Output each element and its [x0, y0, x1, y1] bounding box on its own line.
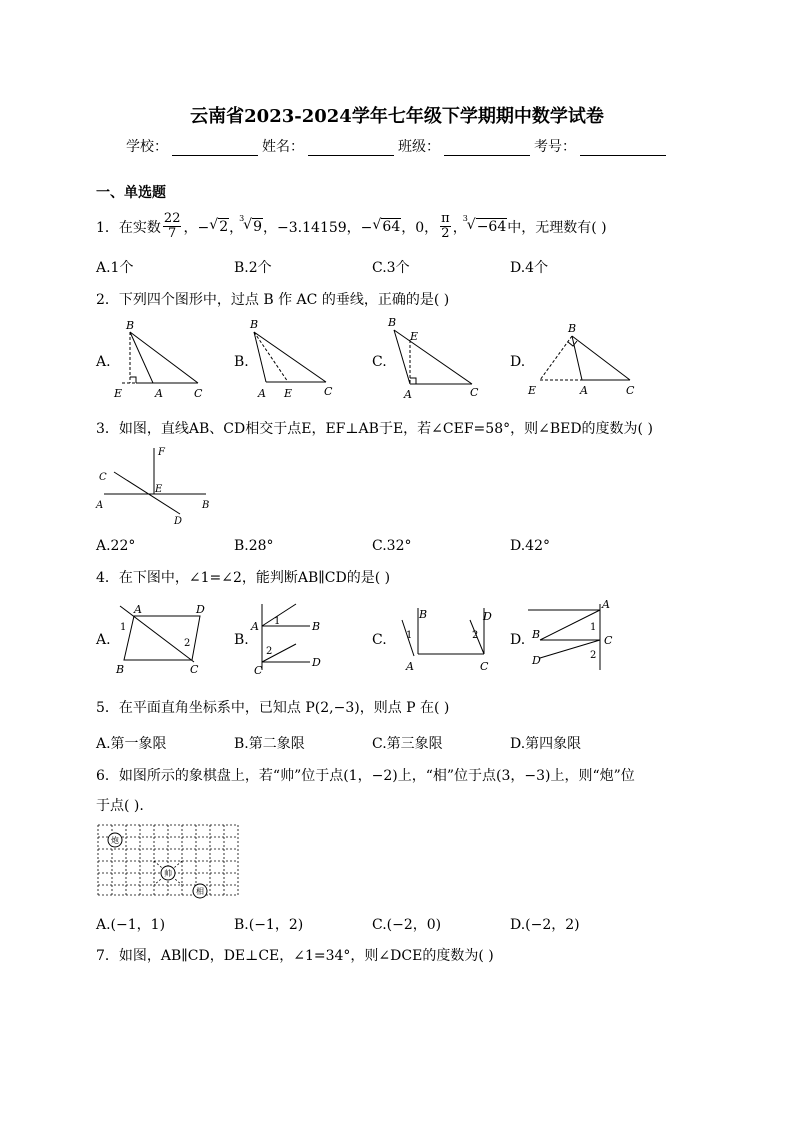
svg-text:C: C: [190, 663, 199, 676]
q2-figure-a: [108, 318, 208, 400]
q4-figure-b: [248, 600, 348, 676]
question-7-stem: 7．如图，AB∥CD，DE⊥CE，∠1=34°，则∠DCE的度数为( ): [96, 948, 494, 964]
svg-text:1: 1: [120, 622, 127, 633]
q3-option-b[interactable]: B.28°: [234, 538, 274, 554]
svg-text:2: 2: [590, 650, 597, 661]
svg-text:B: B: [202, 500, 210, 511]
question-1-stem: [96, 212, 607, 241]
q4-label-b[interactable]: B.: [234, 632, 249, 648]
svg-text:D: D: [196, 603, 205, 616]
school-label: 学校：: [126, 139, 168, 155]
svg-text:C: C: [254, 664, 263, 676]
cbrt-9-radicand: 9: [253, 218, 263, 235]
name-blank: [308, 141, 394, 156]
q6-chessboard: [96, 823, 240, 899]
q3-figure: [94, 444, 224, 532]
svg-text:C: C: [470, 386, 479, 399]
svg-text:D: D: [312, 656, 321, 669]
number-blank: [580, 141, 666, 156]
svg-text:A: A: [96, 500, 104, 511]
question-6-stem-line2: 于点( ).: [96, 798, 144, 814]
svg-text:B: B: [126, 319, 135, 332]
q1-mid: ，−3.14159，−: [263, 219, 373, 236]
piece-xiang: 相: [196, 887, 204, 896]
svg-text:A: A: [258, 387, 266, 400]
q1-option-a[interactable]: A.1个: [96, 260, 134, 276]
number-label: 考号：: [534, 139, 576, 155]
svg-text:A: A: [251, 620, 259, 633]
svg-text:E: E: [284, 387, 293, 400]
q6-option-a[interactable]: A.(−1，1): [96, 917, 166, 933]
svg-text:A: A: [602, 598, 610, 611]
pi-den: 2: [441, 226, 450, 241]
q6-option-b[interactable]: B.(−1，2): [234, 917, 304, 933]
svg-text:A: A: [134, 603, 142, 616]
q6-option-c[interactable]: C.(−2，0): [372, 917, 442, 933]
svg-text:E: E: [114, 387, 123, 400]
q5-option-d[interactable]: D.第四象限: [510, 736, 582, 752]
question-4-stem: 4．在下图中，∠1=∠2，能判断AB∥CD的是( ): [96, 570, 391, 586]
svg-text:C: C: [194, 387, 203, 400]
fraction-pi-2: [440, 212, 451, 241]
q3-option-c[interactable]: C.32°: [372, 538, 412, 554]
q2-figure-b: [246, 316, 346, 402]
piece-shuai: 帅: [164, 869, 172, 878]
class-label: 班级：: [398, 139, 440, 155]
svg-text:E: E: [410, 330, 419, 343]
question-5-stem: 5．在平面直角坐标系中，已知点 P(2,−3)，则点 P 在( ): [96, 700, 450, 716]
frac-den: 7: [168, 226, 177, 241]
q2-label-c[interactable]: C.: [372, 354, 387, 370]
q1-zero: ，0，: [401, 219, 439, 236]
q5-option-c[interactable]: C.第三象限: [372, 736, 443, 752]
svg-text:E: E: [155, 484, 163, 495]
svg-text:2: 2: [266, 646, 273, 657]
q1-prefix: 1．在实数: [96, 219, 161, 236]
student-info-line: [126, 136, 670, 156]
q6-option-d[interactable]: D.(−2，2): [510, 917, 580, 933]
svg-text:D: D: [174, 516, 183, 527]
sqrt-2-radicand: 2: [219, 218, 229, 235]
svg-text:C: C: [324, 385, 333, 398]
q1-suffix: 中，无理数有( ): [507, 219, 607, 236]
svg-text:B: B: [388, 316, 397, 329]
q1-option-d[interactable]: D.4个: [510, 260, 549, 276]
q1-sep: ，−: [183, 219, 210, 236]
q1-comma: ，: [452, 219, 467, 236]
svg-text:1: 1: [274, 616, 281, 627]
q4-figure-d: [528, 598, 638, 676]
question-2-stem: 2．下列四个图形中，过点 B 作 AC 的垂线，正确的是( ): [96, 292, 450, 308]
svg-text:A: A: [155, 387, 163, 400]
frac-num: 22: [163, 211, 181, 226]
sqrt-64: √ 64: [372, 216, 401, 235]
q1-option-b[interactable]: B.2个: [234, 260, 272, 276]
svg-text:F: F: [158, 447, 165, 458]
q2-label-d[interactable]: D.: [510, 354, 526, 370]
pi-num: π: [441, 211, 450, 226]
svg-text:1: 1: [590, 622, 597, 633]
q1-sep2: ，: [229, 219, 244, 236]
q2-label-b[interactable]: B.: [234, 354, 249, 370]
section-heading: 一、单选题: [96, 185, 166, 201]
question-6-stem-line1: 6．如图所示的象棋盘上，若“帅”位于点(1，−2)上，“相”位于点(3，−3)上，则“炮”位: [96, 768, 635, 784]
page-title: 云南省2023-2024学年七年级下学期期中数学试卷: [190, 106, 604, 127]
svg-text:2: 2: [184, 638, 191, 649]
q3-option-d[interactable]: D.42°: [510, 538, 550, 554]
q5-option-a[interactable]: A.第一象限: [96, 736, 167, 752]
svg-text:B: B: [568, 322, 577, 335]
svg-text:C: C: [480, 660, 489, 673]
svg-text:D: D: [532, 654, 541, 667]
sqrt-64-radicand: 64: [382, 218, 401, 235]
q2-figure-c: [384, 314, 484, 402]
q4-label-a[interactable]: A.: [96, 632, 111, 648]
svg-text:B: B: [250, 318, 259, 331]
fraction-22-7: [163, 212, 182, 241]
class-blank: [444, 141, 530, 156]
svg-text:E: E: [528, 384, 537, 397]
piece-pao: 炮: [111, 836, 119, 845]
svg-text:B: B: [532, 628, 541, 641]
cbrt-neg64: 3 √ −64: [462, 213, 507, 235]
svg-text:1: 1: [406, 630, 413, 641]
svg-text:A: A: [404, 388, 412, 401]
q4-label-c[interactable]: C.: [372, 632, 387, 648]
q5-option-b[interactable]: B.第二象限: [234, 736, 305, 752]
q2-figure-d: [522, 320, 642, 402]
cbrt-neg64-radicand: −64: [476, 218, 507, 235]
svg-text:B: B: [312, 620, 321, 633]
svg-text:C: C: [604, 634, 613, 647]
svg-text:A: A: [406, 660, 414, 673]
q1-option-c[interactable]: C.3个: [372, 260, 410, 276]
sqrt-2: √ 2: [209, 216, 229, 235]
svg-text:B: B: [116, 663, 125, 676]
cbrt-9: 3 √ 9: [239, 213, 263, 235]
q4-label-d[interactable]: D.: [510, 632, 526, 648]
svg-text:C: C: [99, 472, 107, 483]
school-blank: [172, 141, 258, 156]
q4-figure-c: [392, 600, 502, 676]
svg-text:C: C: [626, 384, 635, 397]
svg-text:B: B: [419, 608, 428, 621]
q3-option-a[interactable]: A.22°: [96, 538, 136, 554]
q4-figure-a: [112, 600, 214, 676]
svg-text:2: 2: [472, 630, 479, 641]
q2-label-a[interactable]: A.: [96, 354, 111, 370]
question-3-stem: 3．如图，直线AB、CD相交于点E，EF⊥AB于E，若∠CEF=58°，则∠BED的度数为( ): [96, 421, 653, 437]
name-label: 姓名：: [262, 139, 304, 155]
svg-text:D: D: [483, 610, 492, 623]
svg-text:A: A: [580, 384, 588, 397]
